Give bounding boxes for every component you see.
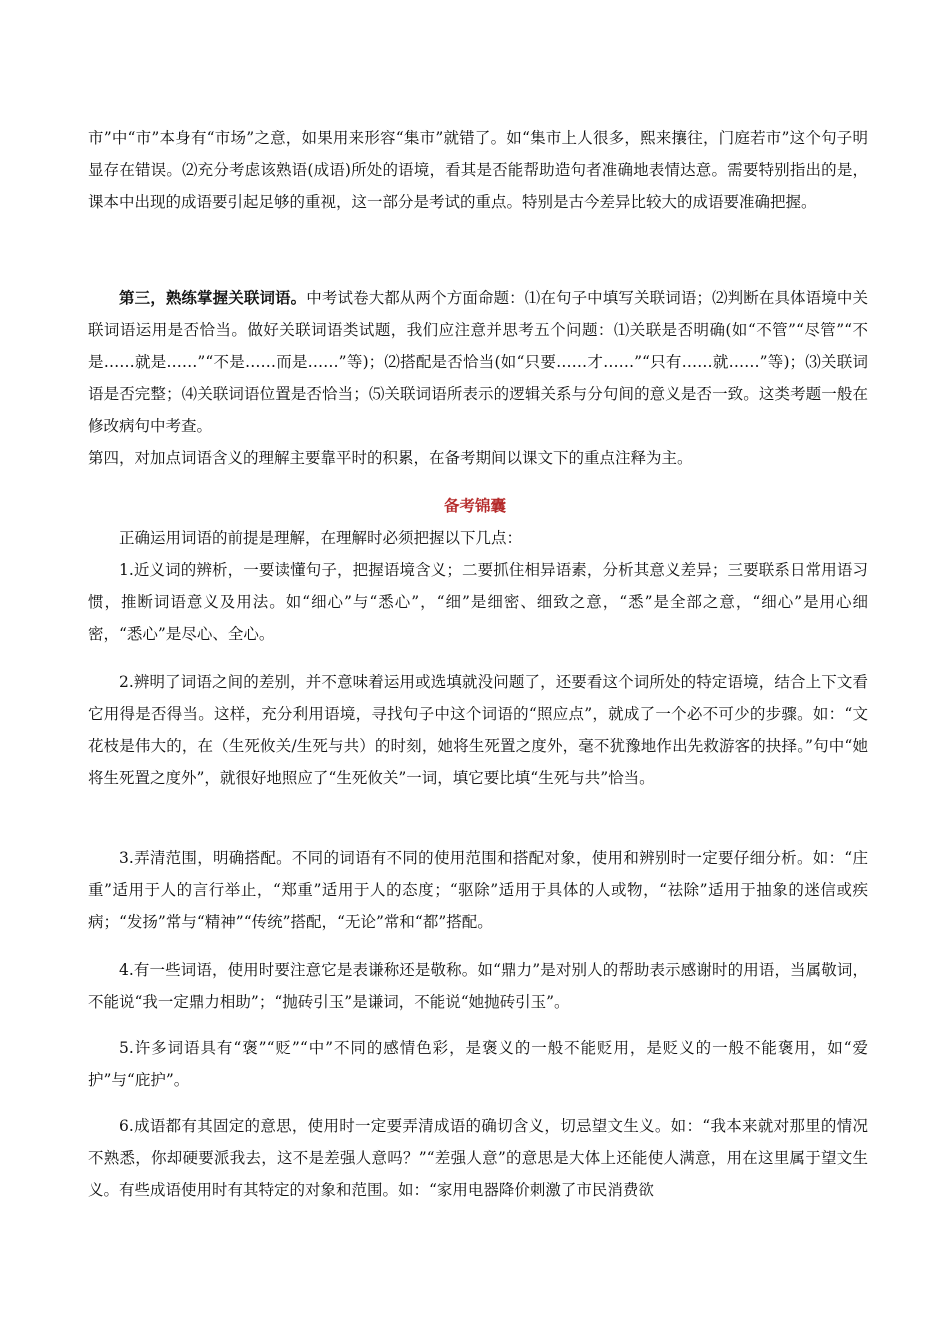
section-heading: 备考锦囊: [443, 496, 506, 515]
third-point-title: 第三，熟练掌握关联词语。: [119, 288, 307, 307]
paragraph-intro: 正确运用词语的前提是理解，在理解时必须把握以下几点：: [119, 529, 523, 547]
paragraph-idiom-context: 市”中“市”本身有“市场”之意，如果用来形容“集市”就错了。如“集市上人很多，熙来攘往，门庭若市”这个句子明显存在错误。⑵充分考虑该熟语(成语)所处的语境，看其是否能帮助造句者准确地表情达意。需要特别指出的是，课本中出现的成语要引起足够的重视，这一部分是考试的重点。特别是古今差异比较大的成语要准确把握。: [88, 129, 868, 211]
paragraph-tip-4: 4.有一些词语，使用时要注意它是表谦称还是敬称。如“鼎力”是对别人的帮助表示感谢时的用语，当属敬词，不能说“我一定鼎力相助”；“抛砖引玉”是谦词，不能说“她抛砖引玉”。: [88, 961, 868, 1011]
third-point-body: 中考试卷大都从两个方面命题：⑴在句子中填写关联词语；⑵判断在具体语境中关联词语运用是否恰当。做好关联词语类试题，我们应注意并思考五个问题：⑴关联是否明确(如“不管”“尽管”“不是……就是……”“不是……而是……”等)；⑵搭配是否恰当(如“只要……才……”“只有……就……”等)；⑶关联词语是否完整；⑷关联词语位置是否恰当；⑸关联词语所表示的逻辑关系与分句间的意义是否一致。这类考题一般在修改病句中考查。: [88, 289, 868, 435]
paragraph-fourth-point: 第四，对加点词语含义的理解主要靠平时的积累，在备考期间以课文下的重点注释为主。: [88, 449, 693, 467]
paragraph-tip-1: 1.近义词的辨析，一要读懂句子，把握语境含义；二要抓住相异语素，分析其意义差异；三要联系日常用语习惯，推断词语意义及用法。如“细心”与“悉心”，“细”是细密、细致之意，“悉”是全部之意，“细心”是用心细密，“悉心”是尽心、全心。: [88, 561, 868, 643]
paragraph-tip-3: 3.弄清范围，明确搭配。不同的词语有不同的使用范围和搭配对象，使用和辨别时一定要仔细分析。如：“庄重”适用于人的言行举止，“郑重”适用于人的态度；“驱除”适用于具体的人或物，“祛除”适用于抽象的迷信或疾病；“发扬”常与“精神”“传统”搭配，“无论”常和“都”搭配。: [88, 849, 868, 931]
paragraph-third-point: [88, 282, 868, 442]
paragraph-tip-6: 6.成语都有其固定的意思，使用时一定要弄清成语的确切含义，切忌望文生义。如：“我本来就对那里的情况不熟悉，你却硬要派我去，这不是差强人意吗？”“差强人意”的意思是大体上还能使人满意，用在这里属于望文生义。有些成语使用时有其特定的对象和范围。如：“家用电器降价刺激了市民消费欲: [88, 1117, 868, 1199]
paragraph-tip-5: 5.许多词语具有“褒”“贬”“中”不同的感情色彩，是褒义的一般不能贬用，是贬义的一般不能褒用，如“爱护”与“庇护”。: [88, 1039, 868, 1089]
paragraph-tip-2: 2.辨明了词语之间的差别，并不意味着运用或选填就没问题了，还要看这个词所处的特定语境，结合上下文看它用得是否得当。这样，充分利用语境，寻找句子中这个词语的“照应点”，就成了一个必不可少的步骤。如：“文花枝是伟大的，在（生死攸关/生死与共）的时刻，她将生死置之度外，毫不犹豫地作出先救游客的抉择。”句中“她将生死置之度外”，就很好地照应了“生死攸关”一词，填它要比填“生死与共”恰当。: [88, 673, 868, 787]
